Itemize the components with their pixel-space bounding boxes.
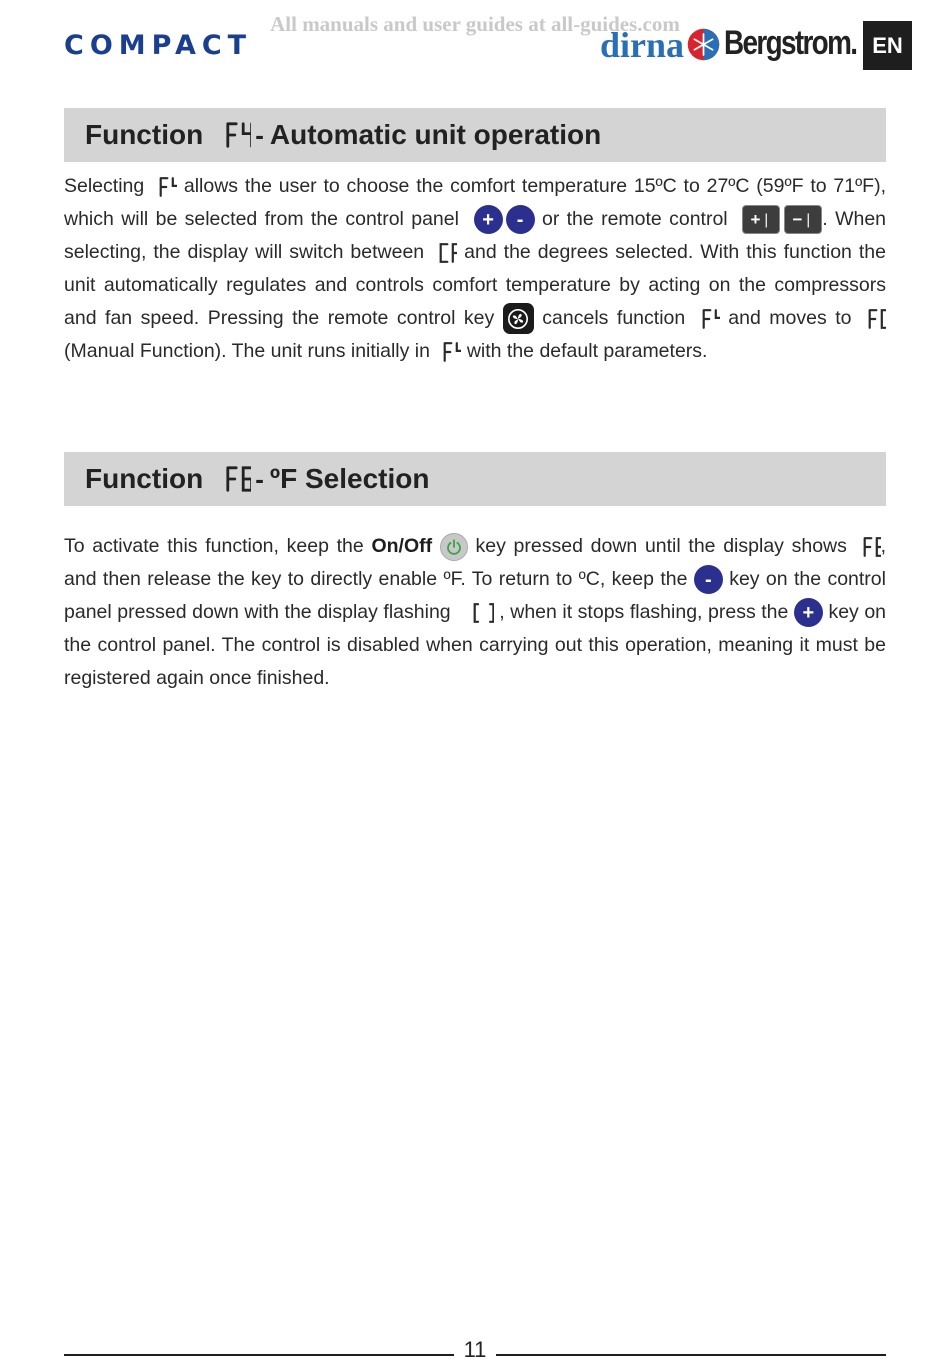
footer-rule-left xyxy=(64,1354,454,1356)
page-number: 11 xyxy=(463,1337,487,1362)
text-span: and moves to xyxy=(728,307,852,329)
f4-display-code-icon xyxy=(435,341,461,363)
section-header-f4 xyxy=(64,108,886,162)
snowflake-emblem-icon xyxy=(686,27,721,62)
title-dash: - xyxy=(255,119,264,150)
footer-rule-right xyxy=(496,1354,886,1356)
panel-minus-button-icon: - xyxy=(506,205,535,234)
text-span: To activate this function, keep the xyxy=(64,535,364,557)
section-f4-paragraph xyxy=(64,170,886,368)
text-span: key on the control panel. The control is disabled when carrying out this operation, meaning it must be registered again once finished. xyxy=(64,601,887,689)
text-span: or the remote control xyxy=(541,208,728,230)
panel-plus-button-icon: + xyxy=(794,598,823,627)
panel-minus-button-icon: - xyxy=(694,565,723,594)
power-key-icon xyxy=(440,533,468,561)
text-span: , and then release the key to directly enable ºF. To return to ºC, keep the xyxy=(64,535,887,590)
section-title-text: Automatic unit operation xyxy=(269,119,602,150)
compact-logo: COMPACT xyxy=(64,30,253,61)
language-badge: EN xyxy=(863,21,912,70)
section-title-word: Function xyxy=(85,463,204,494)
section-header-f6 xyxy=(64,452,886,506)
text-span: . When selecting, the display will switch between xyxy=(64,208,887,263)
f4-display-code-icon xyxy=(151,176,177,198)
bergstrom-logo: Bergstrom. xyxy=(724,24,857,62)
text-span: and the degrees selected. With this function the unit automatically regulates and controls comfort temperature by acting on the compressors and fan speed. Pressing the remote control key xyxy=(64,241,886,329)
text-span: Selecting xyxy=(64,175,145,197)
flashing-display-icon xyxy=(462,602,494,624)
remote-plus-button-icon: + ❘ xyxy=(742,205,780,234)
f6-display-code-icon xyxy=(855,536,881,558)
f4-display-code-icon xyxy=(213,121,251,149)
text-span: cancels function xyxy=(542,307,686,329)
onoff-label: On/Off xyxy=(371,535,433,557)
text-span: (Manual Function). The unit runs initially in xyxy=(64,340,430,362)
text-span: key pressed down until the display shows xyxy=(475,535,847,557)
f4-display-code-icon xyxy=(694,308,720,330)
panel-plus-button-icon: + xyxy=(474,205,503,234)
watermark: All manuals and user guides at all-guides.com xyxy=(270,12,680,36)
section-title-word: Function xyxy=(85,119,204,150)
text-span: with the default parameters. xyxy=(466,340,708,362)
dirna-logo: dirna xyxy=(600,25,685,65)
section-f6-paragraph xyxy=(64,530,886,695)
title-dash: - xyxy=(255,463,264,494)
remote-minus-button-icon: − ❘ xyxy=(784,205,822,234)
ca-display-code-icon xyxy=(431,242,457,264)
fan-key-icon xyxy=(503,303,534,334)
section-title-text: ºF Selection xyxy=(269,463,430,494)
text-span: allows the user to choose the comfort temperature 15ºC to 27ºC (59ºF to 71ºF), which will be selected from the control panel xyxy=(64,175,887,230)
f6-display-code-icon xyxy=(213,465,251,493)
f0-display-code-icon xyxy=(860,308,886,330)
text-span: , when it stops flashing, press the xyxy=(499,601,789,623)
text-span: key on the control panel pressed down with the display flashing xyxy=(64,568,886,623)
